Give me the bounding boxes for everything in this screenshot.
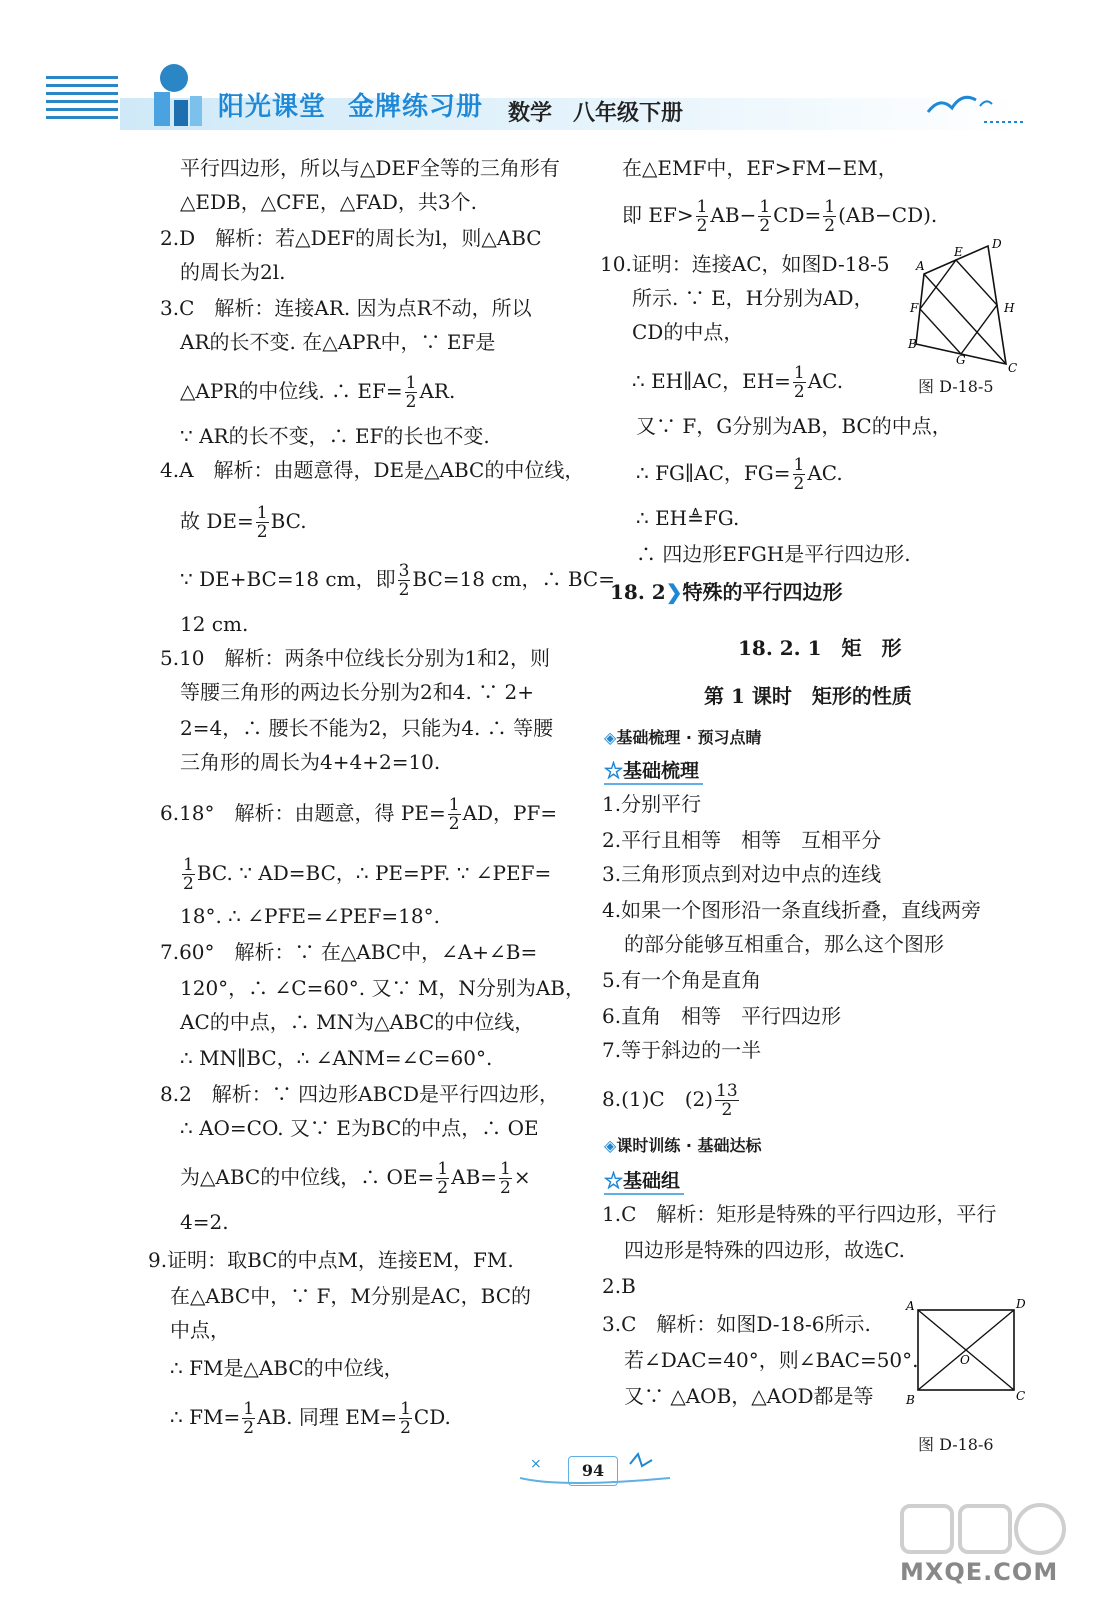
page-header	[40, 56, 1025, 136]
answer-item: 若∠DAC=40°，则∠BAC=50°.	[624, 1348, 919, 1372]
left-frac-line: 故 DE= $\frac{1}{2}$ BC.	[180, 503, 307, 542]
fig2-label: O	[960, 1353, 970, 1367]
grade-label: 八年级下册	[573, 100, 684, 126]
left-frac-line: $\frac{1}{2}$ BC. ∵ AD=BC，∴ PE=PF. ∵ ∠PEF=	[183, 855, 552, 894]
left-line: 4.A 解析：由题意得，DE是△ABC的中位线，	[160, 458, 585, 482]
left-line: 5.10 解析：两条中位线长分别为1和2，则	[160, 646, 550, 670]
left-frac-line: ∵ DE+BC=18 cm，即 $\frac{3}{2}$ BC=18 cm，∴ BC=	[180, 561, 615, 600]
fig1-label: D	[992, 237, 1002, 251]
right-line: CD的中点，	[632, 320, 744, 344]
subject-label: 数学	[508, 100, 553, 126]
watermark-text: MXQE.COM	[900, 1558, 1059, 1586]
star-icon: ☆	[604, 1170, 624, 1192]
box-heading: ☆基础组	[604, 1166, 684, 1195]
right-line: 所示. ∵ E，H分别为AD，	[632, 286, 874, 310]
star-icon: ☆	[604, 760, 624, 782]
left-line: 等腰三角形的两边长分别为2和4. ∵ 2+	[180, 680, 535, 704]
svg-text:×: ×	[530, 1456, 542, 1472]
tag-heading: ◈基础梳理 · 预习点睛	[604, 728, 762, 747]
diamond-icon: ◈	[604, 1136, 617, 1155]
left-frac-line: 为△ABC的中位线，∴ OE= $\frac{1}{2}$ AB= $\frac{1}{2}$ ×	[180, 1159, 531, 1198]
left-line: 2.D 解析：若△DEF的周长为l，则△ABC	[160, 226, 542, 250]
right-line: ∴ 四边形EFGH是平行四边形.	[636, 542, 911, 566]
answer-item: 3.三角形顶点到对边中点的连线	[602, 862, 882, 886]
answer-item: 四边形是特殊的四边形，故选C.	[624, 1238, 905, 1262]
right-line: ∴ EH≜FG.	[636, 506, 740, 530]
fig1-label: F	[910, 301, 919, 315]
figure-caption: 图 D-18-5	[918, 377, 994, 396]
page-number: 94	[568, 1456, 618, 1486]
answer-item: 2.平行且相等 相等 互相平分	[602, 828, 882, 852]
left-line: ∴ MN∥BC，∴ ∠ANM=∠C=60°.	[180, 1046, 493, 1070]
right-frac-line: ∴ EH∥AC，EH= $\frac{1}{2}$ AC.	[632, 363, 844, 402]
fig2-label: A	[906, 1299, 915, 1313]
fig1-label: E	[954, 245, 963, 259]
fig2-label: B	[906, 1393, 915, 1407]
fig1-label: G	[956, 353, 966, 367]
subsection-title: 18. 2. 1 矩 形	[738, 636, 902, 660]
fig2-label: C	[1016, 1389, 1026, 1403]
figure-d-18-6	[904, 1296, 1030, 1408]
lesson-title: 第 1 课时 矩形的性质	[704, 684, 912, 708]
logo-icon	[140, 56, 210, 128]
series-title: 阳光课堂	[218, 92, 327, 122]
left-line: 18°. ∴ ∠PFE=∠PEF=18°.	[180, 904, 440, 928]
right-frac-line: 即 EF> $\frac{1}{2}$ AB− $\frac{1}{2}$ CD= $\frac{1}{2}$ (AB−CD).	[622, 197, 938, 236]
tag-heading: ◈课时训练 · 基础达标	[604, 1136, 762, 1155]
answer-item: 8.(1)C (2) $\frac{13}{2}$	[602, 1081, 738, 1120]
answer-item: 2.B	[602, 1274, 636, 1298]
fig2-label: D	[1016, 1297, 1026, 1311]
left-line: 在△ABC中，∵ F，M分别是AC，BC的	[170, 1284, 532, 1308]
answer-item: 4.如果一个图形沿一条直线折叠，直线两旁	[602, 898, 982, 922]
answer-item: 又∵ △AOB，△AOD都是等	[624, 1384, 874, 1408]
left-line: 8.2 解析：∵ 四边形ABCD是平行四边形，	[160, 1082, 560, 1106]
figure-d-18-5	[906, 236, 1030, 374]
series-subtitle: 金牌练习册	[348, 92, 484, 122]
left-line: 12 cm.	[180, 612, 249, 636]
left-line: △EDB，△CFE，△FAD，共3个.	[180, 190, 477, 214]
left-line: 中点，	[170, 1318, 230, 1342]
left-line: 的周长为2l.	[180, 260, 286, 284]
left-frac-line: 6.18° 解析：由题意，得 PE= $\frac{1}{2}$ AD，PF=	[160, 795, 558, 834]
left-line: 9.证明：取BC的中点M，连接EM，FM.	[148, 1248, 514, 1272]
right-line: 又∵ F，G分别为AB，BC的中点，	[636, 414, 952, 438]
header-stripes	[46, 76, 118, 124]
left-line: ∵ AR的长不变，∴ EF的长也不变.	[180, 424, 490, 448]
left-line: AC的中点，∴ MN为△ABC的中位线，	[180, 1010, 535, 1034]
chevron-right-icon: ❯	[665, 580, 683, 604]
section-heading: 18. 2❯特殊的平行四边形	[610, 580, 843, 604]
answer-item: 的部分能够互相重合，那么这个图形	[624, 932, 944, 956]
fig1-label: A	[916, 259, 925, 273]
left-line: ∴ AO=CO. 又∵ E为BC的中点，∴ OE	[180, 1116, 539, 1140]
fig1-label: B	[908, 337, 917, 351]
left-line: 2=4，∴ 腰长不能为2，只能为4. ∴ 等腰	[180, 716, 554, 740]
right-frac-line: ∴ FG∥AC，FG= $\frac{1}{2}$ AC.	[636, 455, 843, 494]
right-line: 在△EMF中，EF>FM−EM，	[622, 156, 898, 180]
answer-item: 7.等于斜边的一半	[602, 1038, 762, 1062]
left-line: 7.60° 解析：∵ 在△ABC中，∠A+∠B=	[160, 940, 538, 964]
figure-caption: 图 D-18-6	[918, 1435, 994, 1454]
birds-icon	[918, 82, 1028, 132]
left-frac-line: ∴ FM= $\frac{1}{2}$ AB. 同理 EM= $\frac{1}{2}$ CD.	[170, 1399, 451, 1438]
left-line: ∴ FM是△ABC的中位线，	[170, 1356, 404, 1380]
right-line: 10.证明：连接AC，如图D-18-5	[600, 252, 890, 276]
left-line: 4=2.	[180, 1210, 229, 1234]
answer-item: 6.直角 相等 平行四边形	[602, 1004, 842, 1028]
answer-item: 1.分别平行	[602, 792, 702, 816]
left-frac-line: △APR的中位线. ∴ EF= $\frac{1}{2}$ AR.	[180, 373, 456, 412]
fig1-label: C	[1008, 361, 1018, 374]
answer-item: 3.C 解析：如图D-18-6所示.	[602, 1312, 871, 1336]
left-line: 3.C 解析：连接AR. 因为点R不动，所以	[160, 296, 532, 320]
left-line: 120°，∴ ∠C=60°. 又∵ M，N分别为AB，	[180, 976, 585, 1000]
diamond-icon: ◈	[604, 728, 617, 747]
left-line: AR的长不变. 在△APR中，∵ EF是	[180, 330, 496, 354]
answer-item: 5.有一个角是直角	[602, 968, 762, 992]
box-heading: ☆基础梳理	[604, 756, 703, 785]
left-line: 平行四边形，所以与△DEF全等的三角形有	[180, 156, 560, 180]
left-line: 三角形的周长为4+4+2=10.	[180, 750, 441, 774]
fig1-label: H	[1004, 301, 1015, 315]
answer-item: 1.C 解析：矩形是特殊的平行四边形，平行	[602, 1202, 997, 1226]
